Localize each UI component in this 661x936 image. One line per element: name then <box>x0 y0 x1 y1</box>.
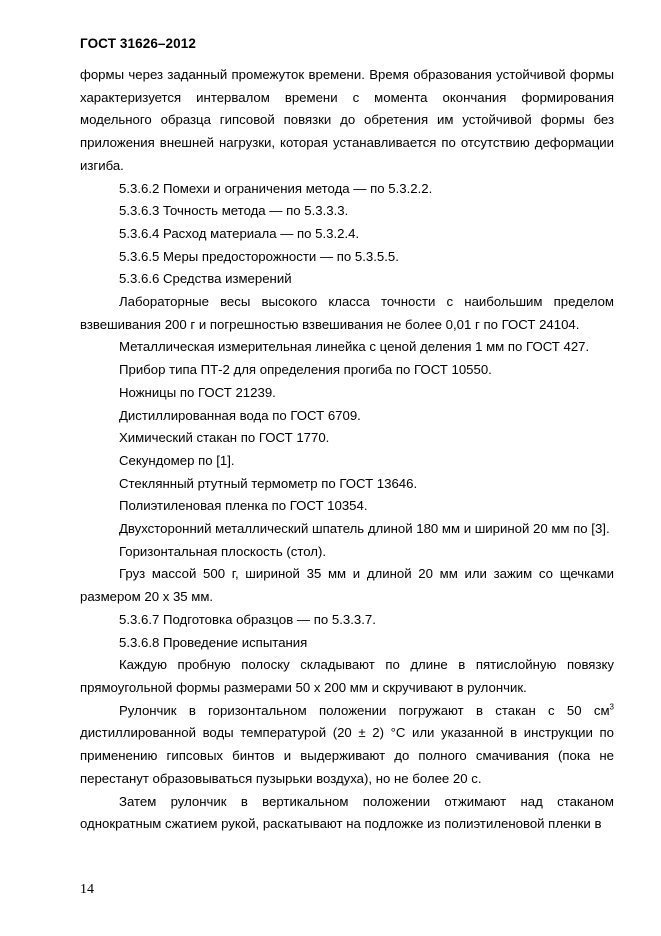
paragraph: Лабораторные весы высокого класса точности с наибольшим пределом взвешивания 200 г и погрешностью взвешивания не более 0,01 г по ГОСТ 24104. <box>80 294 614 332</box>
list-item: Горизонтальная плоскость (стол). <box>119 543 327 559</box>
section-heading: 5.3.6.2 Помехи и ограничения метода — по 5.3.2.2. <box>119 180 433 196</box>
list-item: Металлическая измерительная линейка с ценой деления 1 мм по ГОСТ 427. <box>119 339 590 355</box>
paragraph: Каждую пробную полоску складывают по длине в пятислойную повязку прямоугольной формы размерами 50 х 200 мм и скручивают в рулончик. <box>80 657 614 695</box>
paragraph-text: дистиллированной воды температурой (20 ± 2) °С или указанной в инструкции по применению гипсовых бинтов и выдерживают до полного смачивания (пока не перестанут образовываться пузырьки воздуха), но не более 20 с. <box>80 725 614 786</box>
superscript: 3 <box>609 702 614 712</box>
list-item: Полиэтиленовая пленка по ГОСТ 10354. <box>119 498 368 514</box>
section-heading: 5.3.6.7 Подготовка образцов — по 5.3.3.7. <box>119 611 376 627</box>
paragraph: Двухсторонний металлический шпатель длиной 180 мм и шириной 20 мм по [3]. <box>119 521 610 537</box>
section-heading: 5.3.6.4 Расход материала — по 5.3.2.4. <box>119 225 360 241</box>
paragraph-text: Рулончик в горизонтальном положении погружают в стакан с 50 см <box>119 702 610 718</box>
paragraph <box>80 700 614 791</box>
list-item: Дистиллированная вода по ГОСТ 6709. <box>119 407 361 423</box>
section-heading: 5.3.6.8 Проведение испытания <box>119 634 308 650</box>
list-item: Прибор типа ПТ-2 для определения прогиба по ГОСТ 10550. <box>119 362 492 378</box>
page-number: 14 <box>80 882 94 897</box>
list-item: Секундомер по [1]. <box>119 452 235 468</box>
paragraph: Затем рулончик в вертикальном положении отжимают над стаканом однократным сжатием рукой, раскатывают на подложке из полиэтиленовой пленки в <box>80 793 614 832</box>
paragraph: формы через заданный промежуток времени. Время образования устойчивой формы характеризуется интервалом времени с момента окончания формирования модельного образца гипсовой повязки до обретения им устойчивой формы без приложения внешней нагрузки, которая устанавливается по отсутствию деформации изгиба. <box>80 67 614 173</box>
list-item: Химический стакан по ГОСТ 1770. <box>119 430 330 446</box>
section-heading: 5.3.6.6 Средства измерений <box>119 271 292 287</box>
list-item: Стеклянный ртутный термометр по ГОСТ 13646. <box>119 475 418 491</box>
paragraph: Груз массой 500 г, шириной 35 мм и длиной 20 мм или зажим со щечками размером 20 х 35 мм. <box>80 566 614 605</box>
document-header: ГОСТ 31626–2012 <box>80 36 196 51</box>
section-heading: 5.3.6.5 Меры предосторожности — по 5.3.5.5. <box>119 248 399 264</box>
section-heading: 5.3.6.3 Точность метода — по 5.3.3.3. <box>119 203 349 219</box>
document-body <box>80 64 614 836</box>
list-item: Ножницы по ГОСТ 21239. <box>119 384 276 400</box>
